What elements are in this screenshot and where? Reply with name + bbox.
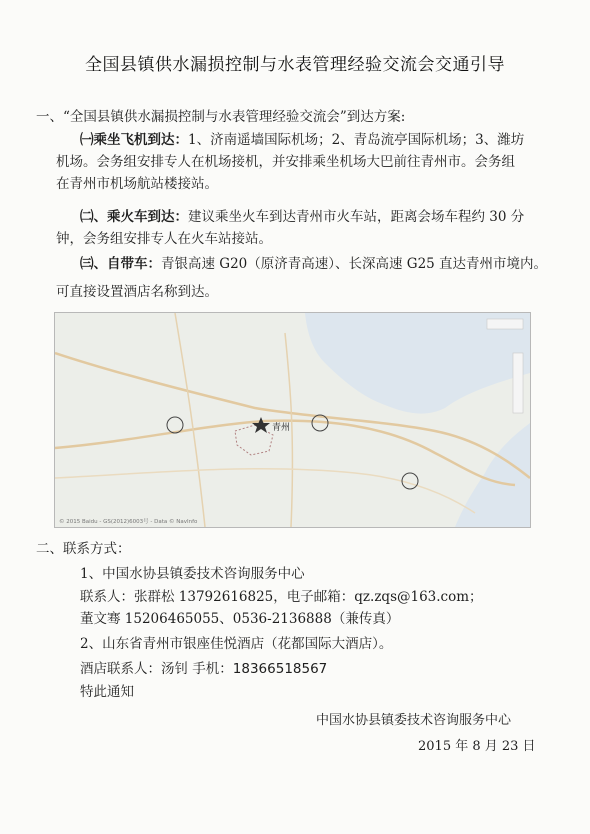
section2-heading: 二、联系方式： [36, 541, 131, 557]
car-paragraph-line1 [80, 253, 547, 275]
signature-date: 2015 年 8 月 23 日 [418, 739, 536, 754]
section1-heading: 一、“全国县镇供水漏损控制与水表管理经验交流会”到达方案: [36, 109, 406, 125]
contact-person-line: 联系人：张群松 13792616825，电子邮箱：qz.zqs@163.com； [80, 589, 483, 605]
plane-paragraph-line1 [80, 129, 524, 151]
zoom-slider[interactable] [513, 353, 523, 413]
plane-text-1: 1、济南遥墙国际机场；2、青岛流亭国际机场；3、潍坊 [188, 132, 525, 148]
map-graphic [55, 313, 530, 527]
document-title: 全国县镇供水漏损控制与水表管理经验交流会交通引导 [85, 55, 505, 75]
car-text-1: 青银高速 G20（原济青高速）、长深高速 G25 直达青州市境内。 [161, 256, 548, 272]
car-text-2: 可直接设置酒店名称到达。 [56, 284, 218, 300]
train-paragraph-line1 [80, 206, 524, 228]
qingzhou-label: 青州 [272, 423, 291, 433]
notice-text: 特此通知 [80, 684, 134, 700]
train-label: ㈡、乘火车到达： [80, 209, 188, 225]
train-text-1: 建议乘坐火车到达青州市火车站，距离会场车程约 30 分 [188, 209, 525, 225]
contact-item1: 1、中国水协县镇委技术咨询服务中心 [80, 566, 305, 582]
route-map[interactable] [54, 312, 531, 528]
contact-item2: 2、山东省青州市银座佳悦酒店（花都国际大酒店）。 [80, 636, 393, 652]
signature-org: 中国水协县镇委技术咨询服务中心 [316, 713, 512, 728]
plane-text-2: 机场。会务组安排专人在机场接机，并安排乘坐机场大巴前往青州市。会务组 [56, 154, 515, 170]
plane-text-3: 在青州市机场航站楼接站。 [56, 176, 218, 192]
car-label: ㈢、自带车： [80, 256, 161, 272]
contact-phone-line: 董文骞 15206465055、0536-2136888（兼传真） [80, 611, 400, 627]
train-text-2: 钟，会务组安排专人在火车站接站。 [56, 231, 272, 247]
map-toolbar[interactable] [487, 319, 523, 329]
map-copyright: © 2015 Baidu - GS(2012)6003号 - Data © NavInfo [59, 519, 198, 525]
hotel-contact-line: 酒店联系人：汤钊 手机：18366518567 [80, 661, 328, 677]
plane-label: ㈠乘坐飞机到达： [80, 132, 188, 148]
